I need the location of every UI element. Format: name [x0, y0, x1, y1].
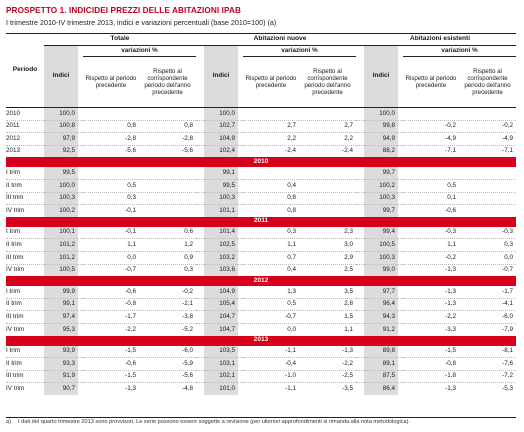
variation-cell: -4,9: [403, 133, 459, 146]
row-period: I trim: [6, 346, 44, 358]
row-period: IV trim: [6, 325, 25, 333]
variation-cell: -1,3: [445, 266, 456, 274]
header-rispetto-precedente: Rispetto al periodo precedente: [403, 57, 459, 108]
variation-cell: 0,1: [403, 192, 459, 205]
row-period: I trim: [6, 167, 44, 179]
variation-cell: [459, 179, 516, 192]
header-abitazioni-nuove: Abitazioni nuove: [204, 34, 356, 46]
variation-cell: -0,2: [403, 251, 459, 264]
variation-cell: 3,5: [299, 286, 356, 298]
variation-cell: 0,3: [184, 266, 193, 274]
year-band-label: 2012: [6, 276, 516, 286]
variation-cell: 1,1: [243, 239, 299, 252]
index-cell: 96,4: [364, 298, 398, 311]
variation-cell: -7,1: [502, 147, 514, 155]
header-totale: Totale: [44, 34, 196, 46]
variation-cell: -3,5: [342, 384, 353, 392]
index-cell: 104,7: [204, 323, 238, 335]
index-cell: 100,3: [364, 192, 398, 205]
table-row: [6, 311, 516, 324]
row-period: 2011: [6, 120, 44, 133]
table-row: [6, 251, 516, 264]
index-cell: 91,9: [44, 370, 78, 383]
header-periodo: Periodo: [6, 34, 44, 108]
table-subtitle: I trimestre 2010-IV trimestre 2013, indici e variazioni percentuali (base 2010=100) (a): [6, 18, 277, 27]
variation-cell: 0,3: [243, 227, 299, 239]
year-band: [6, 276, 516, 286]
variation-cell: 2,3: [299, 227, 356, 239]
variation-cell: [459, 108, 516, 121]
index-cell: 99,7: [364, 167, 398, 179]
variation-cell: -0,3: [403, 227, 459, 239]
variation-cell: -2,4: [285, 147, 296, 155]
variation-cell: -6,0: [459, 311, 516, 324]
variation-cell: -2,1: [139, 298, 196, 311]
index-cell: 101,2: [44, 239, 78, 252]
variation-cell: -5,2: [182, 325, 193, 333]
variation-cell: -1,5: [403, 346, 459, 358]
variation-cell: [243, 167, 299, 179]
variation-cell: [459, 205, 516, 217]
variation-cell: 0,8: [139, 120, 196, 133]
variation-cell: 2,7: [299, 120, 356, 133]
variation-cell: -0,7: [243, 311, 299, 324]
footnote-text: I dati del quarto trimestre 2013 sono provvisori. Le serie possono essere soggette a revisione (per ulteriori approfondimenti si rimanda alla nota metodologica).: [18, 419, 411, 425]
variation-cell: [299, 205, 356, 217]
variation-cell: -1,3: [299, 346, 356, 358]
table-row: [6, 346, 516, 358]
index-cell: 90,7: [44, 383, 78, 395]
variation-cell: -5,6: [139, 370, 196, 383]
index-cell: 100,3: [364, 251, 398, 264]
variation-cell: -7,6: [459, 358, 516, 371]
index-cell: 100,0: [204, 108, 238, 121]
variation-cell: -1,7: [83, 311, 139, 324]
variation-cell: [139, 192, 196, 205]
variation-cell: [139, 205, 196, 217]
variation-cell: 2,9: [299, 251, 356, 264]
index-cell: 99,9: [44, 286, 78, 298]
variation-cell: [403, 167, 459, 179]
variation-cell: 1,3: [243, 286, 299, 298]
index-cell: 99,4: [364, 227, 398, 239]
variation-cell: 1,1: [344, 325, 353, 333]
variation-cell: -1,3: [403, 286, 459, 298]
table-row: [6, 264, 516, 276]
row-period: I trim: [6, 286, 44, 298]
variation-cell: -0,7: [125, 266, 136, 274]
index-cell: 97,9: [44, 133, 78, 146]
table-title: PROSPETTO 1. INDICIDEI PREZZI DELLE ABITAZIONI IPAB: [6, 6, 241, 15]
variation-cell: 0,4: [243, 179, 299, 192]
table-row: [6, 205, 516, 217]
variation-cell: -5,6: [182, 147, 193, 155]
index-cell: 100,1: [44, 227, 78, 239]
variation-cell: [139, 108, 196, 121]
variation-cell: -1,7: [459, 286, 516, 298]
footnote: [6, 419, 410, 425]
variation-cell: -4,9: [459, 133, 516, 146]
row-period: IV trim: [6, 384, 25, 392]
table-row: [6, 286, 516, 298]
variation-cell: -0,2: [403, 120, 459, 133]
index-cell: 100,0: [44, 108, 78, 121]
variation-cell: -1,8: [403, 370, 459, 383]
header-indici-nuove: Indici: [204, 46, 238, 108]
variation-cell: -6,0: [139, 346, 196, 358]
variation-cell: [83, 108, 139, 121]
variation-cell: -5,6: [125, 147, 136, 155]
variation-cell: -0,8: [83, 298, 139, 311]
header-abitazioni-esistenti: Abitazioni esistenti: [364, 34, 516, 46]
header-indici-esistenti: Indici: [364, 46, 398, 108]
variation-cell: -2,2: [125, 325, 136, 333]
variation-cell: 0,0: [287, 325, 296, 333]
variation-cell: -8,1: [459, 346, 516, 358]
variation-cell: -7,1: [445, 147, 456, 155]
row-period: III trim: [6, 370, 44, 383]
year-band-label: 2010: [6, 157, 516, 167]
index-cell: 92,5: [44, 145, 78, 157]
index-cell: 94,9: [364, 133, 398, 146]
variation-cell: 2,7: [243, 120, 299, 133]
row-period: III trim: [6, 251, 44, 264]
variation-cell: -0,3: [459, 227, 516, 239]
variation-cell: 0,8: [243, 192, 299, 205]
variation-cell: -5,3: [502, 384, 514, 392]
table-body: [6, 108, 516, 395]
year-band: [6, 336, 516, 346]
row-period: III trim: [6, 311, 44, 324]
variation-cell: -1,1: [285, 384, 296, 392]
variation-cell: 0,8: [83, 120, 139, 133]
variation-cell: -0,4: [243, 358, 299, 371]
index-cell: 99,0: [364, 264, 398, 276]
variation-cell: 0,7: [243, 251, 299, 264]
index-cell: 102,7: [204, 120, 238, 133]
row-period: I trim: [6, 227, 44, 239]
index-cell: 101,0: [204, 383, 238, 395]
variation-cell: -3,3: [445, 325, 456, 333]
price-index-table: [6, 33, 516, 395]
table-row: [6, 323, 516, 335]
variation-cell: -1,0: [243, 370, 299, 383]
variation-cell: [139, 167, 196, 179]
index-cell: 103,6: [204, 264, 238, 276]
variation-cell: 0,3: [459, 239, 516, 252]
variation-cell: 0,4: [287, 266, 296, 274]
variation-cell: -0,2: [459, 120, 516, 133]
index-cell: 104,7: [204, 311, 238, 324]
year-band-label: 2013: [6, 336, 516, 346]
index-cell: 100,8: [44, 120, 78, 133]
variation-cell: -3,8: [139, 311, 196, 324]
variation-cell: -2,5: [299, 370, 356, 383]
variation-cell: 3,0: [299, 239, 356, 252]
index-cell: 89,1: [364, 358, 398, 371]
index-cell: 99,1: [44, 298, 78, 311]
row-period: 2012: [6, 133, 44, 146]
index-cell: 100,2: [364, 179, 398, 192]
table-row: [6, 239, 516, 252]
row-period: II trim: [6, 358, 44, 371]
variation-cell: 0,0: [459, 251, 516, 264]
variation-cell: -0,1: [83, 227, 139, 239]
variation-cell: 0,9: [139, 251, 196, 264]
index-cell: 93,9: [44, 346, 78, 358]
index-cell: 99,5: [204, 179, 238, 192]
variation-cell: -5,9: [139, 358, 196, 371]
index-cell: 102,1: [204, 370, 238, 383]
index-cell: 100,3: [44, 192, 78, 205]
index-cell: 89,8: [364, 346, 398, 358]
variation-cell: [299, 108, 356, 121]
index-cell: 93,3: [44, 358, 78, 371]
variation-cell: [299, 167, 356, 179]
variation-cell: 0,5: [83, 179, 139, 192]
header-variazioni-nuove: variazioni %: [243, 46, 356, 57]
index-cell: 99,8: [364, 120, 398, 133]
table-row: [6, 108, 516, 121]
index-cell: 91,2: [364, 323, 398, 335]
variation-cell: -1,5: [83, 346, 139, 358]
variation-cell: -2,8: [83, 133, 139, 146]
variation-cell: 1,2: [139, 239, 196, 252]
index-cell: 99,1: [204, 167, 238, 179]
variation-cell: -2,8: [139, 133, 196, 146]
index-cell: 103,1: [204, 358, 238, 371]
index-cell: 101,4: [204, 227, 238, 239]
variation-cell: -1,1: [243, 346, 299, 358]
variation-cell: 0,6: [139, 227, 196, 239]
variation-cell: [83, 167, 139, 179]
variation-cell: 2,5: [344, 266, 353, 274]
index-cell: 100,2: [44, 205, 78, 217]
header-variazioni-esistenti: variazioni %: [403, 46, 516, 57]
table-row: [6, 298, 516, 311]
variation-cell: [299, 192, 356, 205]
index-cell: 101,2: [44, 251, 78, 264]
variation-cell: 0,5: [403, 179, 459, 192]
table-row: [6, 120, 516, 133]
index-cell: 97,4: [44, 311, 78, 324]
row-period: 2010: [6, 108, 44, 121]
variation-cell: 0,3: [83, 192, 139, 205]
index-cell: 99,7: [364, 205, 398, 217]
variation-cell: -2,2: [403, 311, 459, 324]
variation-cell: [459, 167, 516, 179]
variation-cell: -0,1: [125, 206, 136, 214]
variation-cell: -7,2: [459, 370, 516, 383]
row-period: III trim: [6, 192, 44, 205]
index-cell: 97,7: [364, 286, 398, 298]
header-rispetto-corrispondente: Rispetto al corrispondente periodo dell'anno precedente: [139, 57, 196, 108]
variation-cell: -0,2: [139, 286, 196, 298]
variation-cell: [403, 108, 459, 121]
header-rispetto-precedente: Rispetto al periodo precedente: [243, 57, 299, 108]
index-cell: 94,3: [364, 311, 398, 324]
header-rispetto-precedente: Rispetto al periodo precedente: [83, 57, 139, 108]
variation-cell: -4,1: [459, 298, 516, 311]
variation-cell: -0,6: [83, 358, 139, 371]
variation-cell: [459, 192, 516, 205]
index-cell: 103,2: [204, 251, 238, 264]
variation-cell: 0,5: [243, 298, 299, 311]
table-row: [6, 192, 516, 205]
variation-cell: -1,3: [445, 384, 456, 392]
index-cell: 103,5: [204, 346, 238, 358]
index-cell: 101,1: [204, 205, 238, 217]
index-cell: 102,4: [204, 145, 238, 157]
variation-cell: -4,8: [182, 384, 193, 392]
index-cell: 99,5: [44, 167, 78, 179]
variation-cell: -1,3: [125, 384, 136, 392]
index-cell: 100,5: [44, 264, 78, 276]
variation-cell: 2,8: [299, 298, 356, 311]
variation-cell: 0,8: [287, 206, 296, 214]
variation-cell: -1,5: [83, 370, 139, 383]
index-cell: 100,3: [204, 192, 238, 205]
variation-cell: -7,9: [502, 325, 514, 333]
variation-cell: [243, 108, 299, 121]
row-period: IV trim: [6, 266, 25, 274]
year-band: [6, 157, 516, 167]
variation-cell: 2,2: [243, 133, 299, 146]
table-row: [6, 167, 516, 179]
index-cell: 100,0: [44, 179, 78, 192]
variation-cell: 1,5: [299, 311, 356, 324]
row-period: IV trim: [6, 206, 25, 214]
row-period: II trim: [6, 239, 44, 252]
variation-cell: [299, 179, 356, 192]
table-row: [6, 227, 516, 239]
year-band: [6, 217, 516, 227]
variation-cell: -0,8: [403, 358, 459, 371]
header-indici-totale: Indici: [44, 46, 78, 108]
variation-cell: 1,1: [403, 239, 459, 252]
index-cell: 100,0: [364, 108, 398, 121]
row-period: 2013: [6, 147, 21, 155]
year-band-label: 2011: [6, 217, 516, 227]
index-cell: 102,5: [204, 239, 238, 252]
variation-cell: 0,0: [83, 251, 139, 264]
footnote-mark: a): [6, 419, 11, 425]
variation-cell: 2,2: [299, 133, 356, 146]
table-row: [6, 383, 516, 395]
row-period: II trim: [6, 298, 44, 311]
variation-cell: -2,2: [299, 358, 356, 371]
index-cell: 95,3: [44, 323, 78, 335]
index-cell: 105,4: [204, 298, 238, 311]
table-row: [6, 145, 516, 157]
variation-cell: -1,3: [403, 298, 459, 311]
row-period: II trim: [6, 179, 44, 192]
variation-cell: -0,7: [502, 266, 514, 274]
variation-cell: 1,1: [83, 239, 139, 252]
variation-cell: -0,6: [83, 286, 139, 298]
index-cell: 87,5: [364, 370, 398, 383]
index-cell: 86,4: [364, 383, 398, 395]
variation-cell: [139, 179, 196, 192]
variation-cell: -0,6: [445, 206, 456, 214]
index-cell: 100,5: [364, 239, 398, 252]
header-rispetto-corrispondente: Rispetto al corrispondente periodo dell'anno precedente: [459, 57, 516, 108]
variation-cell: -2,4: [342, 147, 353, 155]
table-row: [6, 370, 516, 383]
table-row: [6, 133, 516, 146]
table-row: [6, 179, 516, 192]
header-variazioni-totale: variazioni %: [83, 46, 196, 57]
index-cell: 88,2: [364, 145, 398, 157]
header-rispetto-corrispondente: Rispetto al corrispondente periodo dell'anno precedente: [299, 57, 356, 108]
index-cell: 104,9: [204, 286, 238, 298]
index-cell: 104,9: [204, 133, 238, 146]
table-row: [6, 358, 516, 371]
table-bottom-rule: [6, 417, 516, 418]
